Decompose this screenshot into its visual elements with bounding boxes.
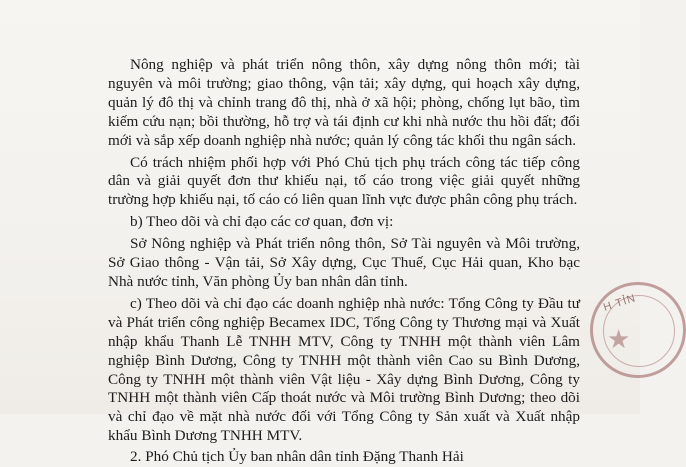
stamp-text: H TỈN	[601, 292, 638, 314]
paragraph-4: Sở Nông nghiệp và Phát triển nông thôn, Sở Tài nguyên và Môi trường, Sở Giao thông - Vận tải, Sở Xây dựng, Cục Thuế, Cục Hải quan, Kho bạc Nhà nước tỉnh, Văn phòng Ủy ban nhân dân tỉnh.	[108, 235, 580, 290]
paragraph-3: b) Theo dõi và chỉ đạo các cơ quan, đơn vị:	[130, 213, 394, 231]
paragraph-6-partial: 2. Phó Chủ tịch Ủy ban nhân dân tỉnh Đặng Thanh Hải	[130, 448, 464, 466]
stamp-star-icon: ★	[607, 325, 631, 355]
document-body	[108, 56, 580, 466]
paragraph-5: c) Theo dõi và chỉ đạo các doanh nghiệp nhà nước: Tổng Công ty Đầu tư và Phát triển công nghiệp Becamex IDC, Tổng Công ty Thương mại và Xuất nhập khẩu Thanh Lễ TNHH MTV, Công ty TNHH một thành viên Lâm nghiệp Bình Dương, Công ty TNHH một thành viên Cao su Bình Dương, Công ty TNHH một thành viên Vật liệu - Xây dựng Bình Dương, Công ty TNHH một thành viên Cấp thoát nước và Môi trường Bình Dương; theo dõi và chỉ đạo về mặt nhà nước đối với Tổng Công ty Sản xuất và Xuất nhập khẩu Bình Dương TNHH MTV.	[108, 294, 580, 445]
paragraph-2: Có trách nhiệm phối hợp với Phó Chủ tịch phụ trách công tác tiếp công dân và giải quyết đơn thư khiếu nại, tố cáo trong việc giải quyết những trường hợp khiếu nại, tố cáo có liên quan lĩnh vực được phân công phụ trách.	[108, 153, 580, 209]
official-stamp	[590, 282, 686, 378]
paragraph-1: Nông nghiệp và phát triển nông thôn, xây dựng nông thôn mới; tài nguyên và môi trường; giao thông, vận tải; xây dựng, qui hoạch xây dựng, quản lý đô thị và chỉnh trang đô thị, nhà ở xã hội; phòng, chống lụt bão, tìm kiếm cứu nạn; bồi thường, hỗ trợ và tái định cư khi nhà nước thu hồi đất; đổi mới và sắp xếp doanh nghiệp nhà nước; quản lý công tác khối thu ngân sách.	[108, 56, 580, 149]
